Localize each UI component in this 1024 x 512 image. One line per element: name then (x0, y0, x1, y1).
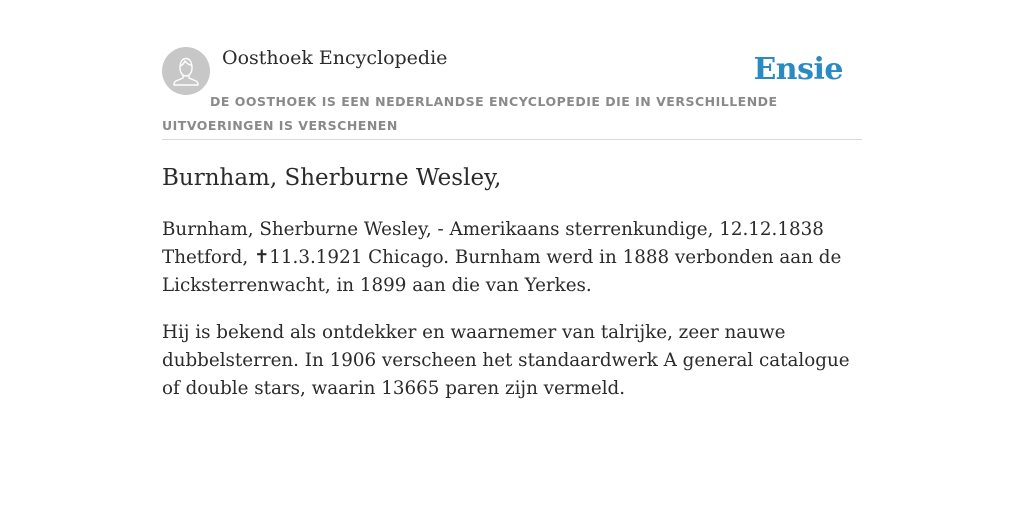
ensie-logo[interactable]: Ensie (753, 52, 843, 87)
article-title: Burnham, Sherburne Wesley, (162, 165, 502, 191)
user-avatar-icon (162, 47, 210, 95)
article-paragraph-2: Hij is bekend als ontdekker en waarnemer van talrijke, zeer nauwe dubbelsterren. In 1906 verscheen het standaardwerk A general catalogue of double stars, waarin 13665 paren zijn vermeld. (162, 322, 850, 399)
source-avatar[interactable] (162, 47, 210, 95)
article-body (162, 216, 862, 422)
source-header (162, 44, 862, 140)
source-name-link[interactable]: Oosthoek Encyclopedie (222, 47, 448, 69)
source-description: DE OOSTHOEK IS EEN NEDERLANDSE ENCYCLOPEDIE DIE IN VERSCHILLENDE UITVOERINGEN IS VERSCHENEN (162, 94, 778, 133)
article-paragraph-1: Burnham, Sherburne Wesley, - Amerikaans sterrenkundige, 12.12.1838 Thetford, ✝11.3.1921 Chicago. Burnham werd in 1888 verbonden aan de Licksterrenwacht, in 1899 aan die van Yerkes. (162, 219, 842, 296)
